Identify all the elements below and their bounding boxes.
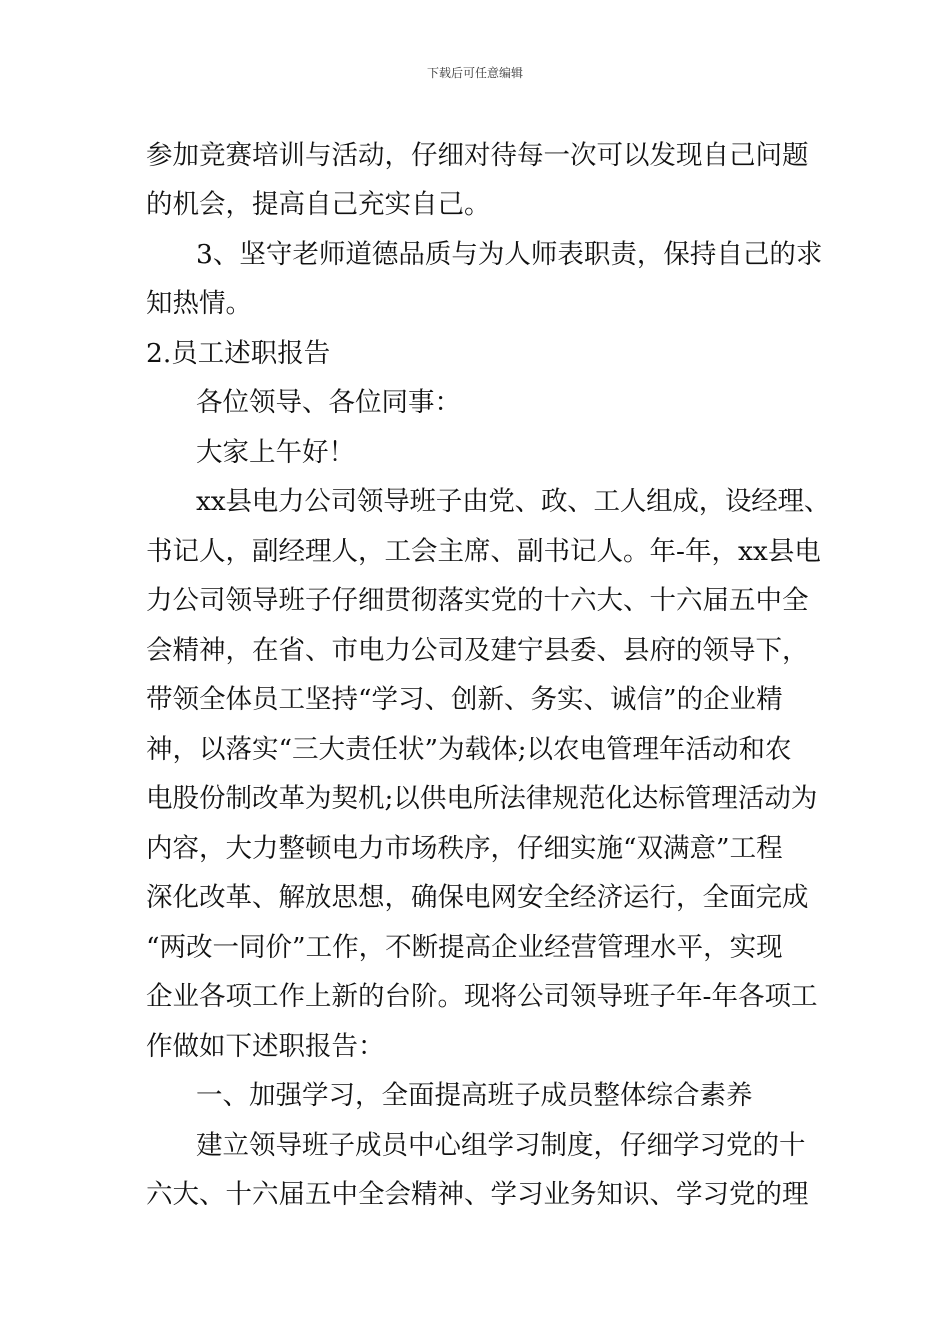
salutation: 各位领导、各位同事： [196, 387, 461, 418]
text-line: 电股份制改革为契机;以供电所法律规范化达标管理活动为 [146, 783, 818, 814]
text-line: 神，以落实“三大责任状”为载体;以农电管理年活动和农 [146, 734, 792, 765]
text-line: 力公司领导班子仔细贯彻落实党的十六大、十六届五中全 [146, 585, 809, 616]
text-line: 参加竞赛培训与活动，仔细对待每一次可以发现自己问题 [146, 140, 809, 171]
text-line: 六大、十六届五中全会精神、学习业务知识、学习党的理 [146, 1179, 809, 1210]
text-line: 建立领导班子成员中心组学习制度，仔细学习党的十 [196, 1130, 806, 1161]
text-line: 深化改革、解放思想，确保电网安全经济运行，全面完成 [146, 882, 809, 913]
text-line: 作做如下述职报告： [146, 1031, 385, 1062]
text-line: 内容，大力整顿电力市场秩序，仔细实施“双满意”工程 [146, 833, 783, 864]
subheading: 一、加强学习，全面提高班子成员整体综合素养 [196, 1080, 753, 1111]
section-heading: 2.员工述职报告 [146, 338, 331, 369]
text-line: 3、坚守老师道德品质与为人师表职责，保持自己的求 [196, 239, 823, 270]
greeting: 大家上午好！ [196, 437, 355, 468]
text-line: “两改一同价”工作，不断提高企业经营管理水平，实现 [146, 932, 783, 963]
text-line: xx县电力公司领导班子由党、政、工人组成，设经理、 [196, 486, 831, 517]
page-header: 下载后可任意编辑 [426, 66, 523, 80]
text-line: 知热情。 [146, 288, 252, 319]
text-line: 带领全体员工坚持“学习、创新、务实、诚信”的企业精 [146, 684, 783, 715]
text-line: 企业各项工作上新的台阶。现将公司领导班子年-年各项工 [146, 981, 818, 1012]
text-line: 书记人，副经理人，工会主席、副书记人。年-年，xx县电 [146, 536, 821, 567]
text-line: 会精神，在省、市电力公司及建宁县委、县府的领导下， [146, 635, 809, 666]
text-line: 的机会，提高自己充实自己。 [146, 189, 491, 220]
